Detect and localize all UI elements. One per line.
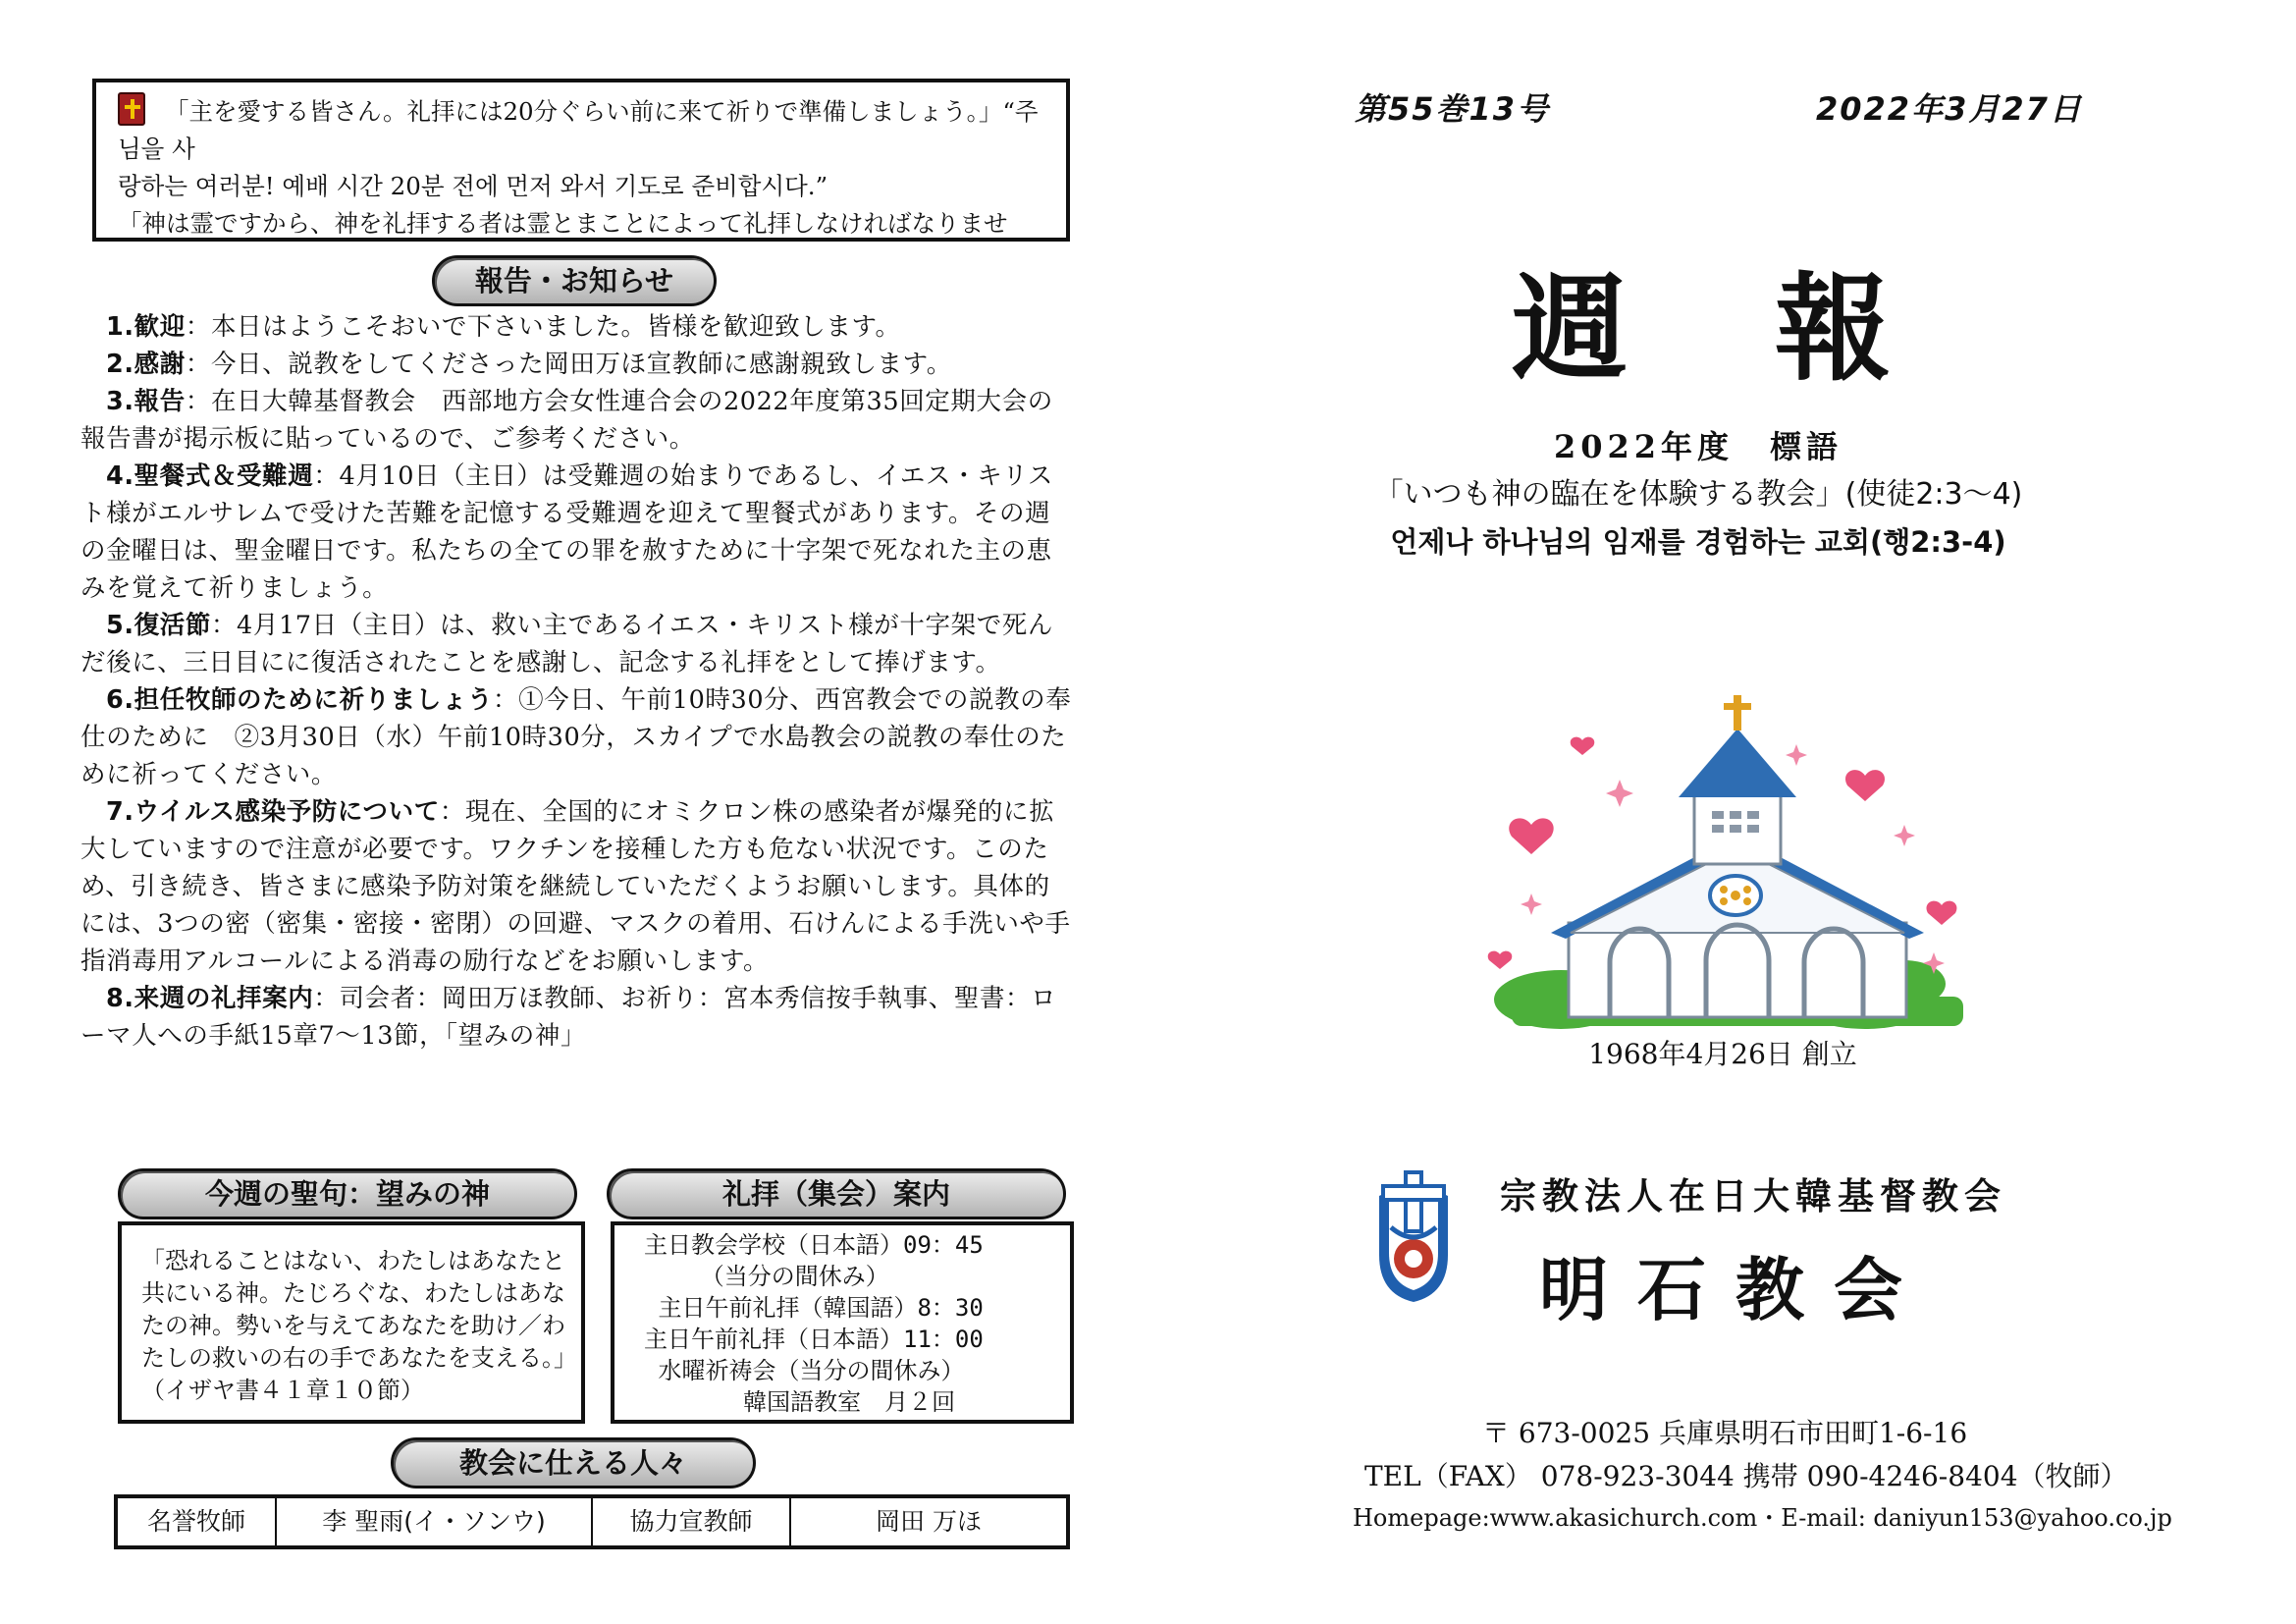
church-staff-table: [114, 1494, 1070, 1549]
issue-number: 第55巻13号: [1355, 90, 1551, 128]
motto-heading: 2022年度 標語: [1553, 428, 1843, 465]
announcement-item: 1.歓迎：本日はようこそおいで下さいました。皆様を歓迎致します。: [106, 312, 901, 342]
announcement-item: 5.復活節：4月17日（主日）は、救い主であるイエス・キリスト様が十字架で死んだ後に、三日目にに復活されたことを感謝し、記念する礼拝をとして捧げます。: [80, 611, 1053, 677]
worship-line: 主日午前礼拝（日本語）11：00: [644, 1326, 984, 1353]
announcement-item: 3.報告：在日大韓基督教会 西部地方会女性連合会の2022年度第35回定期大会の報告書が掲示板に貼っているので、ご参考ください。: [80, 387, 1053, 454]
staff-name-cell: 岡田 万ほ: [876, 1507, 982, 1536]
announcements-heading: 報告・お知らせ: [432, 255, 717, 306]
opening-verse-box: [92, 79, 1070, 242]
announcement-item: 7.ウイルス感染予防について：現在、全国的にオミクロン株の感染者が爆発的に拡大していますので注意が必要です。ワクチンを接種した方も危ない状況です。このため、引き続き、皆さまに感染予防対策を継続していただくようお願いします。具体的には、3つの密（密集・密接・密閉）の回避、マスクの着用、石けんによる手洗いや手指消毒用アルコールによる消毒の励行などをお願いします。: [80, 797, 1071, 976]
motto-korean: 언제나 하나님의 임재를 경험하는 교회(행2:3-4): [1390, 525, 2006, 559]
weekly-verse-heading: 今週の聖句：望みの神: [118, 1168, 577, 1219]
issue-date: 2022年3月27日: [1816, 90, 2083, 128]
staff-role-cell: 協力宣教師: [593, 1498, 791, 1545]
postal-address: 〒 673-0025 兵庫県明石市田町1-6-16: [1482, 1417, 1968, 1449]
worship-line: 水曜祈祷会（当分の間休み）: [644, 1357, 965, 1384]
announcements-list: [80, 308, 1072, 1055]
verse-line-2: 랑하는 여러분! 예배 시간 20분 전에 먼저 와서 기도로 준비합시다.”: [118, 172, 828, 200]
announcement-item: 8.来週の礼拝案内：司会者：岡田万ほ教師、お祈り：宮本秀信按手執事、聖書：ローマ人への手紙15章7～13節，「望みの神」: [80, 984, 1057, 1051]
worship-line: 韓国語教室 月２回: [644, 1388, 956, 1416]
bible-icon: [118, 92, 145, 126]
announcement-item: 4.聖餐式＆受難週：4月10日（主日）は受難週の始まりであるし、イエス・キリスト様がエルサレムで受けた苦難を記憶する受難週を迎えて聖餐式があります。その週の金曜日は、聖金曜日です。私たちの全ての罪を赦すために十字架で死なれた主の恵みを覚えて祈りましょう。: [80, 461, 1053, 603]
weekly-verse-text: 「恐れることはない、わたしはあなたと共にいる神。たじろぐな、わたしはあなたの神。勢いを与えてあなたを助け／わたしの救いの右の手であなたを支える。」（イザヤ書４１章１０節）: [118, 1221, 585, 1424]
worship-line: 主日午前礼拝（韓国語）8：30: [644, 1294, 984, 1322]
founding-date: 1968年4月26日 創立: [1588, 1038, 1857, 1070]
phone-numbers: TEL（FAX） 078-923-3044 携帯 090-4246-8404（牧師）: [1364, 1460, 2128, 1492]
cross-icon: [1734, 695, 1741, 731]
worship-line: （当分の間休み）: [644, 1263, 889, 1290]
worship-guide-heading: 礼拝（集会）案内: [607, 1168, 1066, 1219]
church-logo-icon: [1369, 1168, 1458, 1306]
contact-web-email: Homepage:www.akasichurch.com・E-mail: daniyun153@yahoo.co.jp: [1353, 1504, 2172, 1532]
bulletin-title: 週報: [1512, 260, 2039, 397]
announcement-item: 6.担任牧師のために祈りましょう：①今日、午前10時30分、西宮教会での説教の奉仕のために ②3月30日（水）午前10時30分，スカイプで水島教会の説教の奉仕のために祈ってください。: [80, 685, 1072, 789]
tower-roof: [1679, 729, 1796, 797]
church-name: 明石教会: [1539, 1250, 1932, 1330]
motto-japanese: 「いつも神の臨在を体験する教会」(使徒2:3～4): [1373, 477, 2023, 512]
verse-line-3: 「神は霊ですから、神を礼拝する者は霊とまことによって礼拝しなければなりませ: [118, 209, 1008, 238]
staff-role-cell: 名誉牧師: [118, 1498, 277, 1545]
organization-name: 宗教法人在日大韓基督教会: [1500, 1174, 2006, 1218]
announcement-item: 2.感謝：今日、説教をしてくださった岡田万ほ宣教師に感謝親致します。: [106, 350, 952, 379]
church-staff-heading: 教会に仕える人々: [391, 1437, 756, 1489]
worship-guide-box: [611, 1221, 1074, 1424]
church-illustration: [1472, 687, 2002, 1031]
verse-line-1: 「主を愛する皆さん。礼拝には20分ぐらい前に来て祈りで準備しましょう。」“주님을 사: [118, 97, 1039, 163]
staff-name-cell: 李 聖雨(イ・ソンウ): [277, 1498, 593, 1545]
worship-line: 主日教会学校（日本語）09：45: [644, 1231, 984, 1259]
